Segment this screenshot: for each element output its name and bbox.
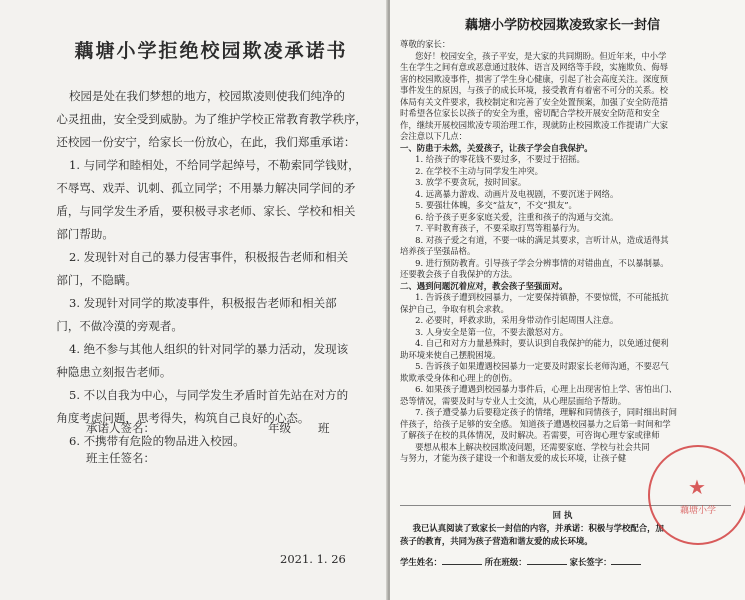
- pledge-item-line: 盾，与同学发生矛盾，要积极寻求老师、家长、学校和相关: [56, 204, 356, 218]
- pledge-item-line: 3. 发现针对同学的欺凌事件，积极报告老师和相关部: [69, 296, 337, 310]
- pledge-item-line: 1. 与同学和睦相处，不给同学起绰号，不勒索同学钱财，: [69, 158, 360, 172]
- letter-line: 6. 给予孩子更多家庭关爱，注重和孩子的沟通与交流。: [415, 211, 619, 222]
- letter-line: 4. 自己和对方力量悬殊时，要认识到自我保护的能力，以免通过便利: [415, 338, 669, 348]
- letter-line: 7. 孩子遭受暴力后要稳定孩子的情绪，理解和同情孩子，同时细出时间: [415, 407, 678, 417]
- letter-line: 还要教会孩子自我保护的方法。: [400, 269, 518, 279]
- intro-line: 心灵扭曲，安全受到威胁。为了维护学校正常教育教学秩序，: [56, 112, 367, 126]
- pledge-item-line: 门，不做冷漠的旁观者。: [56, 319, 183, 333]
- class-field-label: 所在班级：: [484, 557, 527, 567]
- pledge-item-line: 4. 绝不参与其他人组织的针对同学的暴力活动，发现该: [69, 342, 349, 356]
- letter-line: 3. 人身安全是第一位，不要去激怒对方。: [415, 326, 569, 337]
- letter-line: 事件发生的原因，与孩子的成长环境，接受教育有着密不可分的关系。校: [400, 85, 668, 95]
- pledge-item-line: 种隐患立刻报告老师。: [56, 365, 172, 379]
- letter-line: 4. 远离暴力游戏、动画片及电视剧，不要沉迷于网络。: [415, 188, 619, 199]
- letter-line: 了解孩子在校的具体情况，及时解决。若需要，可咨询心理专家或律师: [400, 430, 660, 440]
- letter-line: 保护自己，争取有机会求救。: [400, 303, 509, 314]
- pledge-date: 2021. 1. 26: [280, 552, 346, 566]
- signer-label: 承诺人签名：: [86, 421, 155, 435]
- letter-line: 2. 在学校不主动与同学发生冲突。: [415, 165, 544, 176]
- pledge-items: [46, 154, 376, 453]
- pledge-item-line: 不辱骂、戏弄、讥刺、孤立同学；不用暴力解决同学间的矛: [56, 181, 356, 195]
- letter-line: 要想从根本上解决校园欺凌问题，还需要家庭、学校与社会共同: [415, 441, 650, 452]
- grade-label: 年级: [268, 421, 291, 435]
- intro-line: 校园是处在我们梦想的地方，校园欺凌则使我们纯净的: [69, 89, 345, 103]
- pledge-item-line: 6. 不携带有危险的物品进入校园。: [69, 434, 245, 448]
- letter-title: 藕塘小学防校园欺凌致家长一封信: [464, 18, 660, 33]
- letter-line: 作，继续开展校园欺凌专项治理工作，现就防止校园欺凌工作提请广大家: [400, 119, 668, 130]
- letter-line: 1. 给孩子的零花钱不要过多，不要过于招摇。: [415, 154, 585, 164]
- class-label: 班: [318, 421, 330, 435]
- letter-line: 5. 告诉孩子如果遭遇校园暴力一定要及时跟家长老师沟通，不要忍气: [415, 361, 669, 371]
- letter-line: 2. 必要时，呼救求助，采用身带动作引起周围人注意。: [415, 315, 619, 325]
- pledge-title: 藕塘小学拒绝校园欺凌承诺书: [74, 40, 348, 62]
- letter-section-heading: 一、防患于未然，关爱孩子，让孩子学会自我保护。: [400, 142, 593, 153]
- letter-line: 9. 进行预防教育。引导孩子学会分辨事情的对错曲直，不以暴制暴。: [415, 257, 669, 268]
- letter-line: 与努力，才能为孩子建设一个和谐友爱的成长环境，让孩子健: [400, 453, 627, 463]
- letter-line: 生在学生之间有意或恶意通过肢体、语言及网络等手段，实施欺负、侮辱: [400, 62, 668, 72]
- letter-line: 7. 平时教育孩子，不要采取打骂等粗暴行为。: [415, 223, 585, 233]
- pledge-item-line: 5. 不以自我为中心，与同学发生矛盾时首先站在对方的: [69, 388, 349, 402]
- pledge-intro: [46, 85, 376, 154]
- letter-line: 时希望各位家长以孩子的安全为重，密切配合学校开展安全防范和安全: [400, 108, 660, 118]
- star-icon: ★: [688, 475, 706, 499]
- letter-line: 害的校园欺凌事件，损害了学生身心健康，引起了社会高度关注。深度预: [400, 73, 668, 84]
- student-label: 学生姓名：: [400, 557, 442, 567]
- letter-line: 助环境来使自己摆脱困境。: [400, 349, 501, 360]
- letter-line: 欺欺承受身体和心理上的创伤。: [400, 372, 518, 383]
- letter-line: 3. 放学不要贪玩，按时回家。: [415, 177, 527, 187]
- return-slip-line: 孩子的教育，共同为孩子营造和谐友爱的成长环境。: [400, 536, 593, 546]
- signature-row: [400, 556, 745, 569]
- letter-line: 体局有关文件要求，我校制定和完善了安全处置预案，加强了安全防范措: [400, 96, 668, 107]
- letter-line: 8. 对孩子爱之有道，不要一味的满足其要求，言听计从，造成适得其: [415, 234, 669, 245]
- return-slip-line: 我已认真阅读了致家长一封信的内容，并承诺：积极与学校配合，加: [412, 523, 664, 533]
- school-seal: [648, 445, 745, 545]
- return-slip-title: 回 执: [552, 510, 573, 520]
- pledge-item-line: 部门帮助。: [56, 227, 114, 241]
- intro-line: 还校园一份安宁，给家长一份放心，在此，我们郑重承诺：: [56, 135, 356, 149]
- letter-section-heading: 二、遇到问题沉着应对，教会孩子坚强面对。: [400, 280, 568, 291]
- letter-line: 6. 如果孩子遭遇到校园暴力事件后，心理上出现害怕上学、害怕出门、: [415, 384, 678, 394]
- letter-line: 1. 告诉孩子遭到校园暴力，一定要保持镇静，不要惊慌，不可能抵抗: [415, 292, 669, 302]
- teacher-label: 班主任签名：: [86, 451, 155, 465]
- seal-text: 藕塘小学: [679, 506, 716, 516]
- pledge-item-line: 部门，不隐瞒。: [56, 273, 137, 287]
- letter-line: 培养孩子坚强品格。: [400, 246, 476, 256]
- letter-line: 您好！校园安全，孩子平安，是大家的共同期盼。但近年来，中小学: [415, 50, 667, 61]
- pledge-item-line: 2. 发现针对自己的暴力侵害事件，积极报告老师和相关: [69, 250, 349, 264]
- parent-label: 家长签字：: [569, 557, 612, 567]
- letter-line: 尊敬的家长：: [400, 39, 451, 49]
- letter-line: 会注意以下几点：: [400, 131, 467, 141]
- letter-body: [400, 39, 745, 465]
- letter-line: 伴孩子，给孩子足够的安全感。 知道孩子遭遇校园暴力之后第一时间和学: [400, 418, 671, 429]
- pledge-item-line: 角度考虑问题，思考得失，构筑自己良好的心态。: [56, 411, 310, 425]
- parent-letter: [390, 0, 745, 600]
- letter-line: 5. 要强壮体魄，多交“益友”，不交“损友”。: [415, 200, 577, 210]
- letter-line: 恐等情况，需要及时与专业人士交流，从心理层面给予帮助。: [400, 395, 627, 406]
